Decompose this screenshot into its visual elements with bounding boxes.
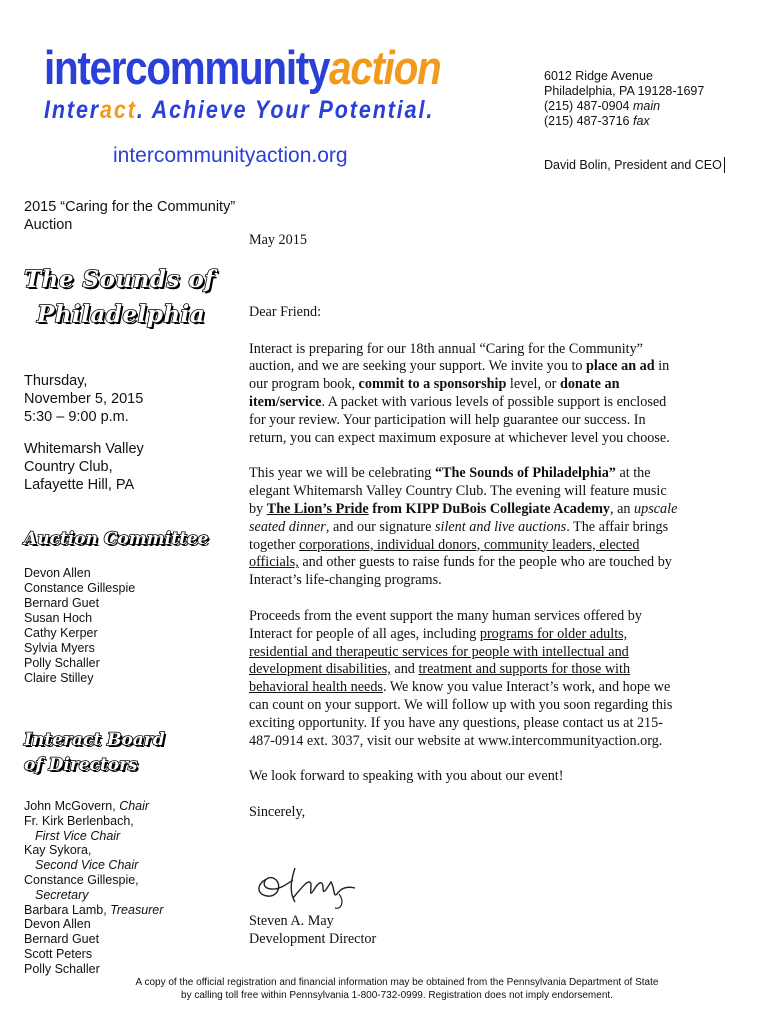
closing: Sincerely, [249,804,306,821]
committee-member: Constance Gillespie [24,581,136,595]
signer-name: Steven A. May [249,913,334,929]
committee-heading: Auction Committee [24,529,209,549]
emphasis-underlined: The Lion’s Pride [266,500,369,517]
tagline-act: act [100,96,137,124]
logo-text-blue: intercommunity [44,41,330,94]
phone-line [544,99,704,114]
website-link[interactable]: intercommunityaction.org [113,144,348,167]
emphasis: place an ad [586,358,655,375]
text: , and our signature [325,518,435,535]
letter-body [249,232,681,822]
text: Interact is preparing for our 18th annual “Caring for the Community” auction, and we are seeking your support. We invite you to [249,340,643,375]
board-heading-line1: Interact Board [24,730,165,750]
text: at the elegant Whitemarsh Valley Country Club. The evening will feature music by [249,465,667,517]
date-line: Thursday, [24,373,88,389]
event-name-heading [24,262,239,332]
fax-number: (215) 487-3716 [544,114,630,128]
emphasis: from KIPP DuBois Collegiate Academy [368,500,610,517]
board-heading [24,728,239,778]
signature-image [249,858,379,910]
board-member: Bernard Guet [24,932,100,947]
text: . A packet with various levels of possible support is enclosed for your review. Your participation will help guarantee our success. In return, you can expect maximum exposure at whichever level you choose. [249,393,670,446]
text: . The affair brings together [249,518,669,553]
committee-member: Susan Hoch [24,611,93,625]
emphasis: “The Sounds of Philadelphia” [434,465,616,482]
text: level, or [506,376,560,393]
paragraph-closing: We look forward to speaking with you about our event! [249,768,564,785]
date-line: November 5, 2015 [24,391,144,407]
paragraph-proceeds [249,608,681,750]
event-venue [24,440,239,494]
board-member: Polly Schaller [24,961,100,976]
underlined-text: programs for older adults, residential and therapeutic services for people with intellectual and development disabilities, [249,625,629,678]
committee-member: Bernard Guet [24,596,100,610]
committee-member: Cathy Kerper [24,626,98,640]
venue-line: Lafayette Hill, PA [24,477,135,493]
board-member-name: Fr. Kirk Berlenbach, [24,813,134,828]
tagline-rest: . Achieve Your Potential. [136,96,435,124]
board-member-role: Treasurer [110,902,164,917]
committee-list [24,566,239,686]
text: This year we will be celebrating [249,465,435,482]
board-member-name: Constance Gillespie, [24,872,139,887]
logo-text-orange: action [329,41,441,94]
board-member-role [24,888,239,903]
signer-title: Development Director [249,930,377,947]
committee-member: Polly Schaller [24,656,100,670]
president-name: David Bolin, President and CEO [544,157,725,173]
board-member-name: John McGovern, [24,799,120,813]
letter-date: May 2015 [249,232,307,248]
registration-disclaimer [0,976,770,1002]
text: in our program book, [249,358,670,393]
disclaimer-line: by calling toll free within Pennsylvania 1-800-732-0999. Registration does not imply endorsement. [181,990,613,1001]
paragraph-invitation [249,341,681,448]
tagline-inter: Inter [44,96,101,124]
organization-logo [44,41,441,94]
fax-label: fax [632,114,650,128]
board-heading-line2: of Directors [24,755,138,775]
board-member [24,903,239,918]
paragraph-event [249,465,681,590]
auction-title: 2015 “Caring for the Community” Auction [24,199,236,233]
emphasis: commit to a sponsorship [358,376,507,393]
city-state-zip: Philadelphia, PA 19128-1697 [544,84,705,98]
emphasis: donate an item/service [249,376,620,410]
sidebar [24,198,239,977]
board-member-role [24,829,239,844]
text: and [390,661,419,678]
signer-block [249,913,376,949]
italic-text: silent and live auctions [434,518,567,535]
underlined-text: corporations, individual donors, community leaders, elected officials, [249,536,640,571]
disclaimer-line: A copy of the official registration and financial information may be obtained from the Pennsylvania Department of State [135,977,659,988]
text: Proceeds from the event support the many human services offered by Interact for people of all ages, including [249,607,642,642]
fax-line [544,114,704,129]
event-name-line1: The Sounds of [24,266,215,293]
board-member: Scott Peters [24,946,93,961]
board-member-name: Kay Sykora, [24,843,92,858]
logo-tagline [44,98,434,123]
board-member: Devon Allen [24,917,91,932]
board-role-text: Secretary [35,887,89,902]
event-date [24,372,239,426]
text: , an [609,500,635,517]
board-member-role: Chair [119,799,150,813]
committee-member: Devon Allen [24,566,91,580]
underlined-text: treatment and supports for those with behavioral health needs [249,661,631,696]
board-role-text: Second Vice Chair [35,858,139,873]
board-member-role [24,858,239,873]
event-name-line2: Philadelphia [37,301,206,328]
phone-number: (215) 487-0904 [544,99,630,113]
salutation: Dear Friend: [249,303,322,320]
board-role-text: First Vice Chair [35,828,121,843]
committee-member: Claire Stilley [24,671,94,685]
board-list [24,799,239,977]
committee-member: Sylvia Myers [24,641,95,655]
address-block [544,69,704,129]
text: . We know you value Interact’s work, and hope we can count on your support. We will follow up with you soon regarding this exciting opportunity. If you have any questions, please contact us at 215-487-0914 ext. 3037, visit our website at www.intercommunityaction.org. [249,679,673,749]
italic-text: upscale seated dinner [249,500,678,535]
board-member [24,799,239,814]
board-member-name: Barbara Lamb, [24,902,111,917]
text: and other guests to raise funds for the people who are touched by Interact’s life-changing programs. [249,554,672,589]
venue-line: Country Club, [24,459,113,475]
date-line: 5:30 – 9:00 p.m. [24,409,129,425]
phone-label: main [632,99,661,113]
street-address: 6012 Ridge Avenue [544,69,653,83]
venue-line: Whitemarsh Valley [24,441,144,457]
